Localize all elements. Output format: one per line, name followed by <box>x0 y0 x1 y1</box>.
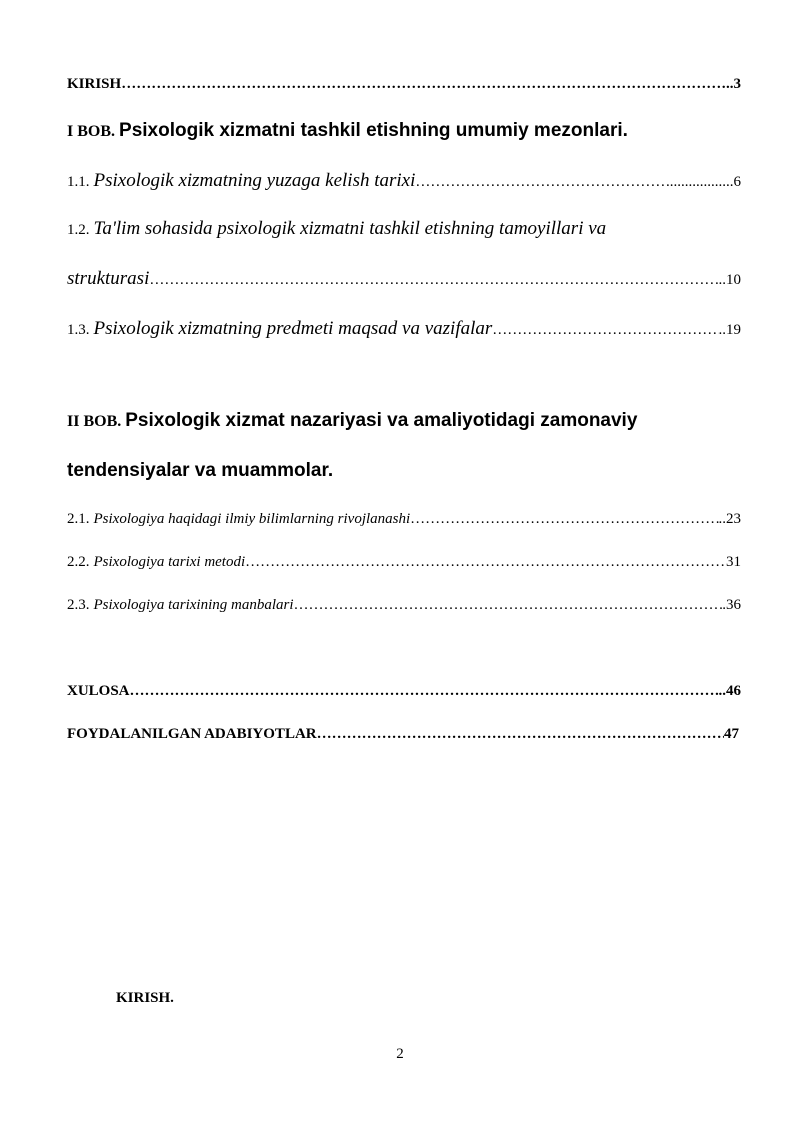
toc-entry-1-2 <box>67 218 741 240</box>
toc-entry-2-2 <box>67 553 741 571</box>
toc-1-1-title: Psixologik xizmatning yuzaga kelish tarixi <box>93 170 416 191</box>
chapter1-title: Psixologik xizmatni tashkil etishning umumiy mezonlari. <box>119 120 628 141</box>
toc-2-2-number: 2.2. <box>67 554 90 570</box>
toc-entry-1-2-continued <box>67 268 741 290</box>
toc-references-page: 47 <box>724 726 739 742</box>
toc-intro-page: ..3 <box>726 76 741 92</box>
chapter1-heading <box>67 120 741 142</box>
toc-1-2-page: ..10 <box>718 272 741 288</box>
toc-1-2-title-cont: strukturasi <box>67 268 150 289</box>
toc-1-3-page: ..19 <box>718 322 741 338</box>
toc-2-1-number: 2.1. <box>67 511 90 527</box>
toc-1-2-title: Ta'lim sohasida psixologik xizmatni tashkil etishning tamoyillari va <box>93 218 607 239</box>
toc-1-2-number: 1.2. <box>67 222 90 238</box>
toc-conclusion-label: XULOSA <box>67 683 130 699</box>
toc-entry-1-1 <box>67 170 741 192</box>
toc-2-1-title: Psixologiya haqidagi ilmiy bilimlarning rivojlanashi <box>93 511 411 527</box>
chapter2-heading-cont <box>67 460 741 482</box>
toc-1-1-number: 1.1. <box>67 174 90 190</box>
toc-2-2-title: Psixologiya tarixi metodi <box>93 554 246 570</box>
toc-1-1-page: ..................6 <box>666 174 741 190</box>
toc-intro-label: KIRISH <box>67 76 122 92</box>
chapter2-title-line1: Psixologik xizmat nazariyasi va amaliyotidagi zamonaviy <box>125 410 638 431</box>
toc-entry-1-3 <box>67 318 741 340</box>
toc-entry-references <box>67 726 739 743</box>
toc-1-3-title: Psixologik xizmatning predmeti maqsad va vazifalar <box>93 318 493 339</box>
toc-leader-dots <box>410 511 718 528</box>
toc-leader-dots <box>415 174 666 191</box>
toc-2-3-page: .36 <box>722 597 741 613</box>
toc-2-1-page: ..23 <box>718 511 741 527</box>
toc-entry-2-1 <box>67 510 741 528</box>
chapter2-heading <box>67 410 741 432</box>
toc-2-2-page: 31 <box>726 554 741 570</box>
toc-leader-dots <box>130 683 719 700</box>
section-heading: KIRISH. <box>116 990 174 1006</box>
chapter2-title-line2: tendensiyalar va muammolar. <box>67 460 334 481</box>
chapter2-prefix: II BOB. <box>67 413 122 430</box>
toc-entry-intro <box>67 76 741 93</box>
toc-leader-dots <box>294 597 723 614</box>
chapter1-prefix: I BOB. <box>67 123 116 140</box>
toc-2-3-number: 2.3. <box>67 597 90 613</box>
toc-leader-dots <box>317 726 724 743</box>
toc-references-label: FOYDALANILGAN ADABIYOTLAR <box>67 726 317 742</box>
toc-leader-dots <box>121 76 726 93</box>
page-number: 2 <box>396 1046 404 1062</box>
toc-2-3-title: Psixologiya tarixining manbalari <box>93 597 294 613</box>
toc-entry-conclusion <box>67 683 741 700</box>
toc-leader-dots <box>492 322 718 339</box>
toc-conclusion-page: ..46 <box>718 683 741 699</box>
toc-leader-dots <box>245 554 726 571</box>
toc-entry-2-3 <box>67 596 741 614</box>
toc-leader-dots <box>149 272 718 289</box>
toc-1-3-number: 1.3. <box>67 322 90 338</box>
